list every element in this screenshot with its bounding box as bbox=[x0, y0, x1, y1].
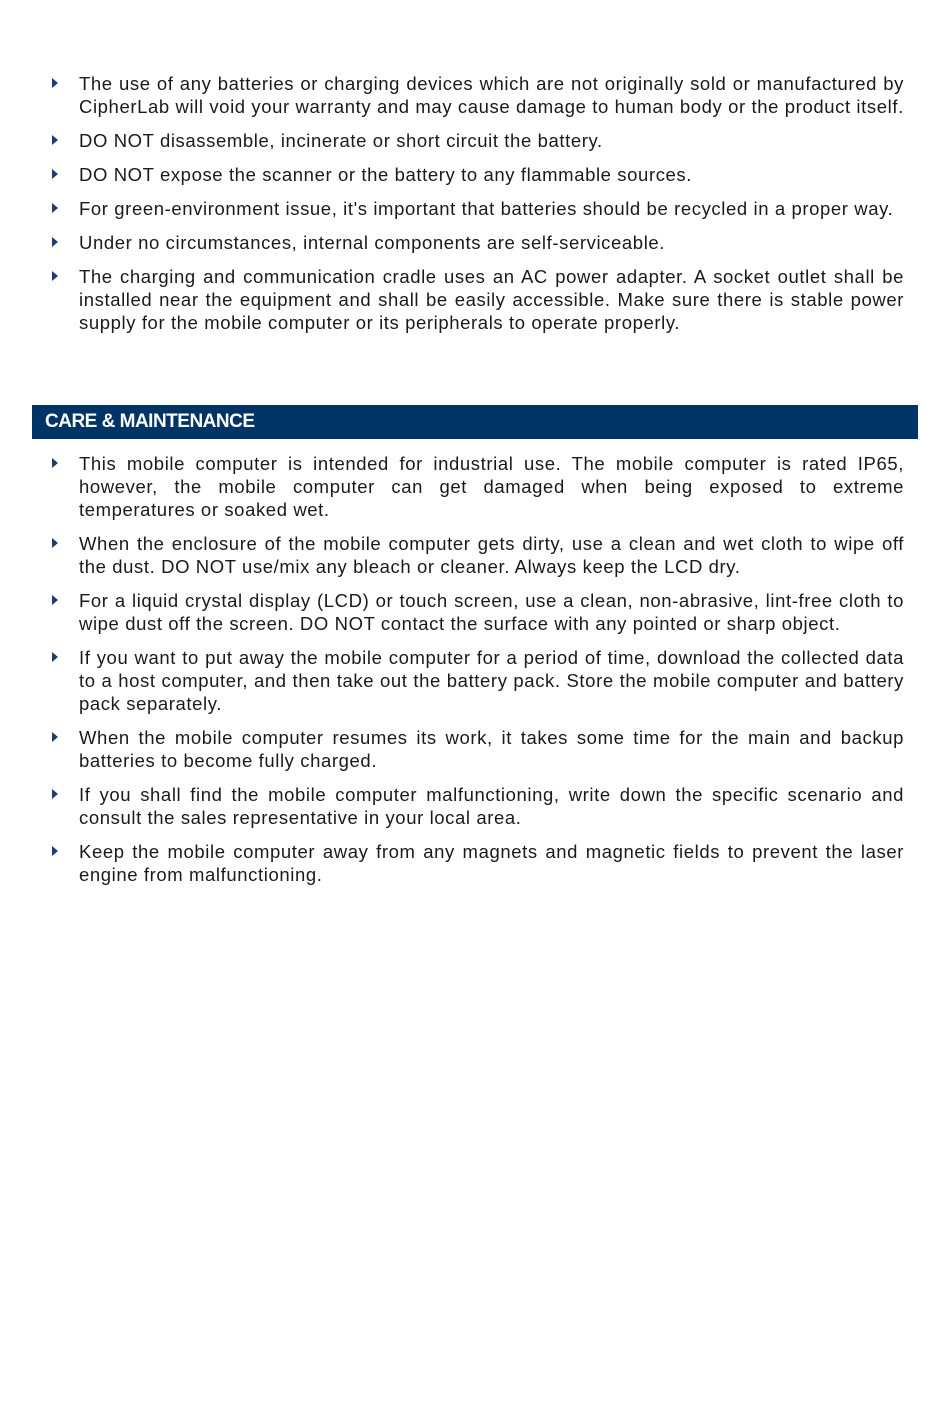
list-item bbox=[48, 646, 904, 715]
list-item-text: This mobile computer is intended for industrial use. The mobile computer is rated IP65, however, the mobile computer can get damaged when being exposed to extreme temperatures or soaked wet. bbox=[79, 453, 904, 520]
list-item bbox=[48, 163, 904, 186]
list-item-text: For green-environment issue, it's important that batteries should be recycled in a proper way. bbox=[79, 198, 894, 219]
list-item-text: When the mobile computer resumes its work, it takes some time for the main and backup batteries to become fully charged. bbox=[79, 727, 904, 771]
bullet-triangle-icon bbox=[52, 78, 58, 88]
list-item-text: DO NOT expose the scanner or the battery to any flammable sources. bbox=[79, 164, 693, 185]
list-item bbox=[48, 72, 904, 118]
bullet-triangle-icon bbox=[52, 595, 58, 605]
list-item-text: DO NOT disassemble, incinerate or short circuit the battery. bbox=[79, 130, 603, 151]
bullet-triangle-icon bbox=[52, 135, 58, 145]
list-item-text: Keep the mobile computer away from any magnets and magnetic fields to prevent the laser engine from malfunctioning. bbox=[79, 841, 904, 885]
battery-safety-list bbox=[48, 72, 904, 345]
bullet-triangle-icon bbox=[52, 237, 58, 247]
list-item-text: The charging and communication cradle uses an AC power adapter. A socket outlet shall be installed near the equipment and shall be easily accessible. Make sure there is stable power supply for the mobile computer or its peripherals to operate properly. bbox=[79, 266, 904, 333]
list-item-text: Under no circumstances, internal components are self-serviceable. bbox=[79, 232, 666, 253]
list-item-text: When the enclosure of the mobile computer gets dirty, use a clean and wet cloth to wipe off the dust. DO NOT use/mix any bleach or cleaner. Always keep the LCD dry. bbox=[79, 533, 904, 577]
list-item-text: For a liquid crystal display (LCD) or touch screen, use a clean, non-abrasive, lint-free cloth to wipe dust off the screen. DO NOT contact the surface with any pointed or sharp object. bbox=[79, 590, 904, 634]
list-item bbox=[48, 129, 904, 152]
bullet-triangle-icon bbox=[52, 789, 58, 799]
list-item-text: The use of any batteries or charging devices which are not originally sold or manufactured by CipherLab will void your warranty and may cause damage to human body or the product itself. bbox=[79, 73, 904, 117]
bullet-triangle-icon bbox=[52, 458, 58, 468]
list-item bbox=[48, 589, 904, 635]
bullet-triangle-icon bbox=[52, 538, 58, 548]
bullet-triangle-icon bbox=[52, 271, 58, 281]
list-item bbox=[48, 197, 904, 220]
list-item-text: If you want to put away the mobile computer for a period of time, download the collected data to a host computer, and then take out the battery pack. Store the mobile computer and battery pack separately. bbox=[79, 647, 904, 714]
bullet-triangle-icon bbox=[52, 203, 58, 213]
list-item bbox=[48, 231, 904, 254]
bullet-triangle-icon bbox=[52, 169, 58, 179]
list-item bbox=[48, 452, 904, 521]
list-item bbox=[48, 532, 904, 578]
care-maintenance-list bbox=[48, 452, 904, 897]
list-item bbox=[48, 783, 904, 829]
bullet-triangle-icon bbox=[52, 652, 58, 662]
list-item bbox=[48, 726, 904, 772]
section-title-care-maintenance: CARE & MAINTENANCE bbox=[32, 405, 918, 439]
list-item-text: If you shall find the mobile computer malfunctioning, write down the specific scenario and consult the sales representative in your local area. bbox=[79, 784, 904, 828]
bullet-triangle-icon bbox=[52, 846, 58, 856]
list-item bbox=[48, 265, 904, 334]
list-item bbox=[48, 840, 904, 886]
bullet-triangle-icon bbox=[52, 732, 58, 742]
